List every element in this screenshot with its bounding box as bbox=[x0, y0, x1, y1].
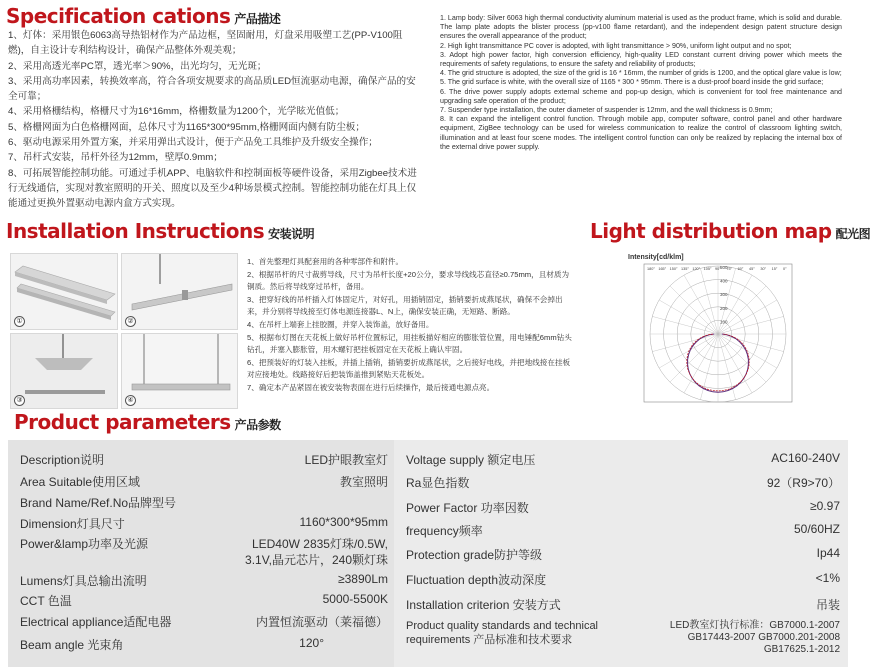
param-key: Power Factor 功率因数 bbox=[406, 501, 529, 515]
polar-angle-label: 60° bbox=[737, 267, 744, 271]
polar-angle-label: 120° bbox=[692, 267, 701, 271]
polar-diagram bbox=[618, 254, 818, 408]
spec-en-item: 1. Lamp body: Silver 6063 high thermal conductivity aluminum material is used as the product frame, which is solid and durable. The lamp plate adopts the blister process (pp-v100 flame retardant), and the independent design patent structure design ensures the overall appearance of the product; bbox=[440, 14, 842, 41]
install-photo-4 bbox=[121, 333, 238, 409]
polar-radial-label: 100 bbox=[720, 319, 728, 325]
install-photo-3 bbox=[10, 333, 118, 409]
polar-radial-label: 200 bbox=[720, 305, 728, 311]
param-value: <1% bbox=[815, 571, 840, 585]
polar-radial-label: 500 bbox=[720, 265, 728, 270]
polar-angle-label: 45° bbox=[749, 267, 755, 271]
spec-en-list bbox=[440, 14, 842, 152]
param-key: Ra显色指数 bbox=[406, 476, 470, 490]
param-value-line2: GB17443-2007 GB7000.201-2008 bbox=[687, 632, 840, 643]
install-title bbox=[6, 219, 314, 243]
spec-en-item: 4. The grid structure is adopted, the size of the grid is 16 * 16mm, the number of grids is 1200, and the optical glare value is low; bbox=[440, 69, 842, 78]
param-key: Area Suitable使用区域 bbox=[20, 475, 141, 489]
spec-en-item: 3. Adopt high power factor, high conversion efficiency, high-quality LED constant current driving power which meets the requirements of safety regulations, to ensure the safety and reliability of products; bbox=[440, 50, 842, 69]
spec-cn-item: 8、可拓展智能控制功能。可通过手机APP、电脑软件和控制面板等硬件设备，采用Zigbee技术进行无线通信，实现对教室照明的开关、照度以及至少4种场景模式控制。智能控制功能在灯具上仅能通过更换外置驱动电源内盒方式实现。 bbox=[8, 167, 417, 210]
param-value: 教室照明 bbox=[339, 475, 388, 489]
polar-angle-label: 150° bbox=[669, 267, 678, 271]
spec-title-cn: 产品描述 bbox=[234, 12, 281, 26]
spec-en-item: 5. The grid surface is white, with the overall size of 1165 * 300 * 95mm. There is a dust-proof board inside the grid surface; bbox=[440, 78, 824, 87]
param-value: ≥3890Lm bbox=[338, 572, 388, 586]
param-key: Power&lamp功率及光源 bbox=[20, 537, 149, 551]
install-step: 2、根据吊杆的尺寸裁剪导线，尺寸为吊杆长度+20公分，要求导线线芯直径≥0.75mm，且材质为铜质。然后将导线穿过吊杆，备用。 bbox=[247, 269, 570, 292]
spec-cn-item: 6、驱动电源采用外置方案，并采用弹出式设计，便于产品免工具维护及升级安全操作； bbox=[8, 137, 378, 149]
spec-title bbox=[6, 4, 280, 28]
param-value: 5000-5500K bbox=[322, 592, 388, 606]
spec-en-item: 6. The drive power supply adopts external scheme and pop-up design, which is convenient for tool free maintenance and upgrading safe operation of the product; bbox=[440, 87, 842, 105]
light-title-cn: 配光图 bbox=[835, 227, 870, 241]
polar-chart bbox=[618, 254, 818, 408]
param-key: Electrical appliance适配电器 bbox=[20, 615, 172, 629]
step-number-badge: ① bbox=[14, 316, 25, 327]
param-key: Lumens灯具总输出流明 bbox=[20, 574, 147, 588]
spec-en-item: 8. It can expand the intelligent control function. Through mobile app, computer software, control panel and other hardware equipment, ZigBee technology can be used for wireless communication to realize the control of classroom lighting switch, illumination and at least four scene modes. The intelligent control function can only be realized by replacing the internal box of the external drive power supply. bbox=[440, 115, 842, 151]
polar-angle-label: 105° bbox=[703, 267, 712, 271]
polar-intensity-label: Intensity[cd/klm] bbox=[628, 254, 684, 261]
spec-cn-item: 3、采用高功率因素，转换效率高，符合各项安规要求的高品质LED恒流驱动电源，确保产品的安全可靠； bbox=[8, 75, 416, 103]
step-number-badge: ④ bbox=[125, 395, 136, 406]
param-key: Description说明 bbox=[20, 453, 105, 467]
param-key: Beam angle 光束角 bbox=[20, 638, 124, 652]
param-value: 50/60HZ bbox=[793, 522, 840, 536]
spec-cn-item: 4、采用格栅结构，格栅尺寸为16*16mm，格栅数量为1200个，光学眩光值低； bbox=[8, 106, 345, 118]
light-title bbox=[590, 219, 870, 243]
install-step: 4、在吊杆上端套上挂胶圈，并穿入装饰盖，放好备用。 bbox=[247, 319, 434, 329]
param-value: Ip44 bbox=[816, 546, 840, 560]
install-title-cn: 安装说明 bbox=[268, 227, 315, 241]
param-value: 120° bbox=[299, 636, 324, 650]
param-key-line2: requirements 产品标准和技术要求 bbox=[406, 634, 573, 646]
install-step: 1、首先整理灯具配套用的各种零部件和附件。 bbox=[247, 257, 404, 266]
param-value-line2: 3.1V,晶元芯片，240颗灯珠 bbox=[245, 553, 388, 567]
param-key: Installation criterion 安装方式 bbox=[406, 598, 561, 612]
param-key: Product quality standards and technical bbox=[406, 620, 599, 632]
param-value: ≥0.97 bbox=[810, 499, 840, 513]
hanging-lamp-illustration bbox=[122, 334, 239, 410]
param-value: LED40W 2835灯珠/0.5W, bbox=[251, 537, 388, 551]
param-key: Brand Name/Ref.No品牌型号 bbox=[20, 496, 177, 510]
polar-angle-label: 30° bbox=[760, 267, 767, 271]
params-table-right bbox=[394, 440, 848, 667]
param-value: 内置恒流驱动（莱福德） bbox=[255, 615, 388, 629]
spec-cn-list bbox=[8, 28, 418, 212]
polar-angle-label: 165° bbox=[658, 267, 667, 271]
polar-angle-label: 0° bbox=[783, 267, 787, 271]
param-value: 92（R9>70） bbox=[766, 476, 840, 490]
lamp-top-view-illustration bbox=[11, 254, 119, 331]
install-step: 7、确定本产品紧固在被安装物表面在进行后续操作，最后接通电源点亮。 bbox=[247, 382, 495, 392]
install-photo-1 bbox=[10, 253, 118, 330]
light-title-en: Light distribution map bbox=[590, 219, 832, 243]
install-title-en: Installation Instructions bbox=[6, 219, 265, 243]
polar-angle-label: 90° bbox=[715, 267, 721, 271]
spec-cn-item: 2、采用高透光率PC罩，透光率＞90%，出光均匀，无光斑； bbox=[8, 60, 267, 72]
polar-angle-label: 135° bbox=[681, 267, 689, 271]
param-title bbox=[14, 410, 281, 434]
polar-radial-label: 400 bbox=[720, 278, 728, 284]
params-table-left bbox=[8, 440, 394, 667]
param-key: frequency频率 bbox=[406, 524, 483, 538]
param-value: LED护眼教室灯 bbox=[304, 453, 388, 467]
param-value: 吊装 bbox=[815, 598, 840, 612]
spec-cn-item: 5、格栅网面为白色格栅网面，总体尺寸为1165*300*95mm,格栅网面内侧有防尘板； bbox=[8, 121, 365, 133]
install-steps-list bbox=[247, 256, 573, 395]
install-step: 6、把预装好的灯装入挂板，并插上插销，插销要折成燕尾状，之后接好电线，并把地线接在挂板对应接地处。线路接好后把装饰盖推到紧贴天花板处。 bbox=[247, 357, 571, 380]
install-step: 3、把穿好线的吊杆插入灯体固定片，对好孔，用插销固定，插销要折成燕尾状，确保不会掉出来，并分别将导线接至灯体电源连接器L、N上，确保安装正确，无短路、断路。 bbox=[247, 294, 563, 317]
spec-cn-item: 1、灯体：采用银色6063高导热铝材作为产品边框，坚固耐用，灯盘采用吸塑工艺(PP-V100阻燃)，自主设计专利结构设计，确保产品整体外观美观； bbox=[8, 30, 403, 57]
polar-radial-label: 300 bbox=[720, 292, 728, 298]
ceiling-mount-illustration bbox=[11, 334, 119, 410]
param-key: Fluctuation depth波动深度 bbox=[406, 573, 547, 587]
param-key: Protection grade防护等级 bbox=[406, 548, 543, 562]
install-photo-2 bbox=[121, 253, 238, 330]
install-step: 5、根据布灯图在天花板上做好吊杆位置标记，用挂板描好相应的膨胀管位置，用电锤配6mm钻头钻孔，并塞入膨胀管，用木螺钉把挂板固定在天花板上确认牢固。 bbox=[247, 332, 572, 355]
param-title-en: Product parameters bbox=[14, 410, 231, 434]
param-title-cn: 产品参数 bbox=[234, 418, 281, 432]
polar-angle-label: 180° bbox=[647, 267, 655, 271]
spec-cn-item: 7、吊杆式安装，吊杆外径为12mm，壁厚0.9mm； bbox=[8, 152, 223, 164]
param-key: CCT 色温 bbox=[20, 594, 72, 608]
param-value-line3: GB17625.1-2012 bbox=[763, 644, 840, 655]
spec-en-item: 7. Suspender type installation, the outer diameter of suspender is 12mm, and the wall thickness is 0.9mm; bbox=[440, 106, 773, 115]
step-number-badge: ② bbox=[125, 316, 136, 327]
polar-angle-label: 75° bbox=[726, 267, 733, 271]
spec-en-item: 2. High light transmittance PC cover is adopted, with light transmittance > 90%, uniform light output and no spot; bbox=[440, 41, 792, 50]
spec-title-en: Specification cations bbox=[6, 4, 231, 28]
polar-angle-label: 15° bbox=[771, 267, 778, 271]
suspender-detail-illustration bbox=[122, 254, 239, 331]
param-value: AC160-240V bbox=[771, 451, 840, 465]
step-number-badge: ③ bbox=[14, 395, 25, 406]
param-value: 1160*300*95mm bbox=[299, 515, 388, 529]
param-key: Voltage supply 额定电压 bbox=[406, 453, 536, 467]
param-value: LED教室灯执行标准：GB7000.1-2007 bbox=[669, 620, 840, 631]
param-key: Dimension灯具尺寸 bbox=[20, 517, 125, 531]
